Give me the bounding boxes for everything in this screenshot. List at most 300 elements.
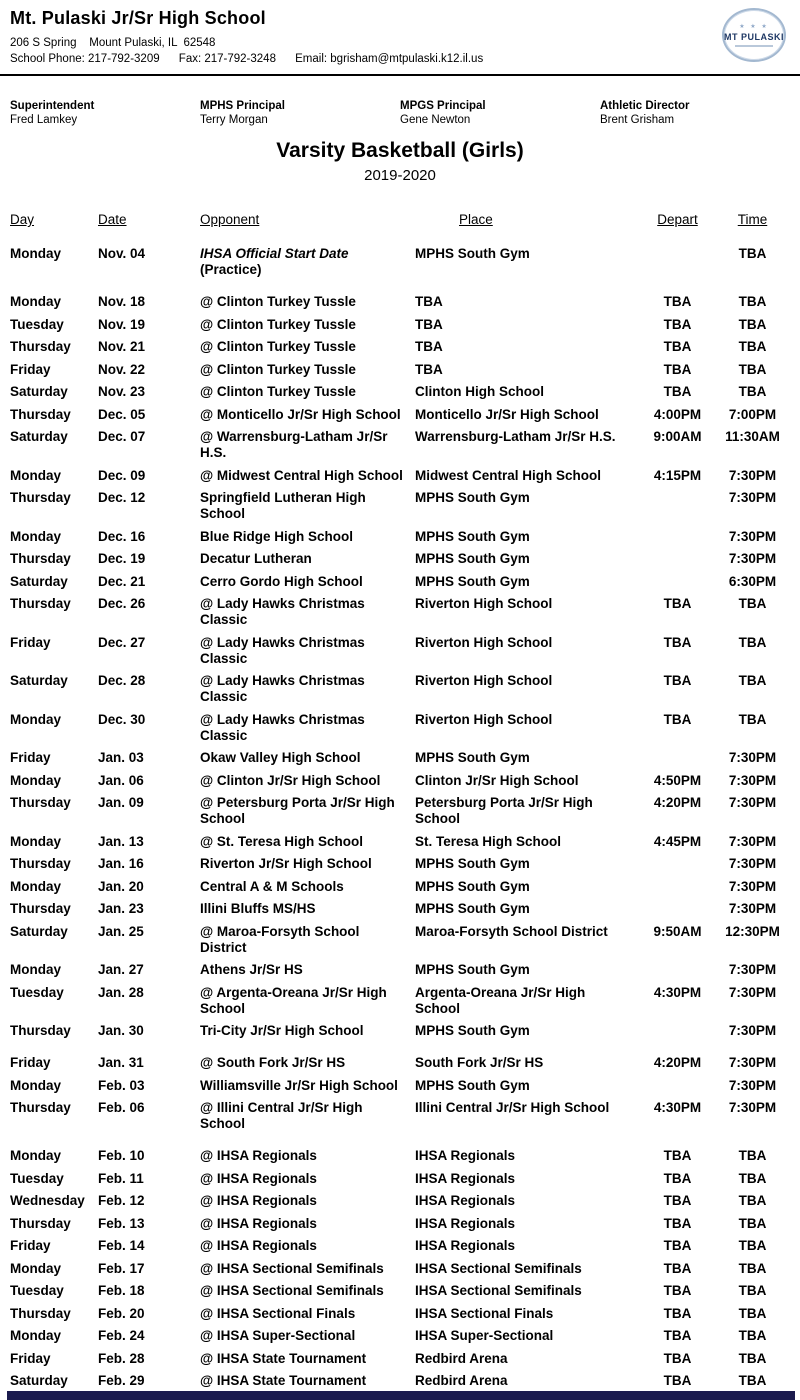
cell-opponent-main: @ Clinton Jr/Sr High School: [200, 772, 381, 788]
cell-opponent-main: @ Monticello Jr/Sr High School: [200, 406, 401, 422]
cell-place: Argenta-Oreana Jr/Sr High School: [415, 984, 586, 1016]
cell-time: TBA: [738, 246, 767, 261]
cell-date: Feb. 20: [98, 1305, 145, 1321]
cell-opponent: [200, 246, 415, 278]
cell-depart: TBA: [663, 1238, 692, 1253]
table-row: [10, 317, 790, 333]
cell-day: Thursday: [10, 1023, 71, 1038]
cell-time: 7:30PM: [728, 878, 777, 894]
table-row: [10, 1238, 790, 1254]
cell-day: Monday: [10, 1260, 62, 1276]
cell-opponent: [200, 985, 415, 1017]
cell-date: Jan. 03: [98, 750, 144, 765]
cell-place: MPHS South Gym: [415, 1023, 530, 1038]
cell-time: TBA: [738, 711, 767, 727]
cell-opponent-main: @ Lady Hawks Christmas Classic: [200, 596, 365, 627]
cell-depart: TBA: [663, 1328, 692, 1343]
school-logo: [722, 8, 786, 62]
cell-opponent-main: @ Illini Central Jr/Sr High School: [200, 1100, 363, 1131]
cell-depart: TBA: [663, 1193, 692, 1208]
cell-depart: 4:30PM: [653, 984, 702, 1000]
cell-place: IHSA Regionals: [415, 1238, 516, 1253]
cell-place: IHSA Regionals: [415, 1193, 516, 1208]
table-row: [10, 1055, 790, 1071]
cell-opponent: [200, 339, 415, 355]
cell-day: Monday: [10, 467, 62, 483]
school-name: Mt. Pulaski Jr/Sr High School: [10, 8, 266, 28]
cell-opponent-main: Athens Jr/Sr HS: [200, 962, 303, 977]
cell-opponent-main: @ Petersburg Porta Jr/Sr High School: [200, 795, 395, 826]
cell-time: 7:30PM: [728, 901, 777, 916]
cell-opponent-main: @ IHSA Regionals: [200, 1238, 317, 1253]
table-row: [10, 294, 790, 310]
cell-date: Dec. 05: [98, 406, 146, 422]
cell-opponent: [200, 1023, 415, 1039]
table-row: [10, 1261, 790, 1277]
cell-place: South Fork Jr/Sr HS: [415, 1055, 544, 1070]
cell-date: Feb. 11: [98, 1170, 144, 1186]
cell-date: Feb. 29: [98, 1373, 145, 1388]
cell-depart: TBA: [663, 1305, 692, 1321]
column-header-time: Time: [737, 212, 768, 227]
cell-depart: TBA: [663, 673, 692, 688]
cell-opponent-main: Williamsville Jr/Sr High School: [200, 1077, 398, 1093]
table-row: [10, 362, 790, 378]
table-row: [10, 490, 790, 522]
cell-place: MPHS South Gym: [415, 962, 530, 977]
cell-opponent: [200, 1261, 415, 1277]
cell-place: MPHS South Gym: [415, 901, 530, 916]
staff-name: Fred Lamkey: [10, 114, 78, 126]
cell-date: Nov. 18: [98, 294, 146, 309]
cell-depart: 4:50PM: [653, 772, 702, 788]
cell-depart: TBA: [663, 1283, 692, 1298]
column-header-depart: Depart: [657, 212, 698, 227]
table-row: [10, 985, 790, 1017]
cell-opponent: [200, 673, 415, 705]
cell-date: Jan. 30: [98, 1023, 144, 1038]
cell-opponent: [200, 1216, 415, 1232]
cell-day: Tuesday: [10, 984, 64, 1000]
cell-opponent: [200, 596, 415, 628]
table-header-row: [10, 212, 790, 227]
cell-day: Monday: [10, 1077, 62, 1093]
cell-depart: 9:50AM: [653, 923, 702, 939]
cell-day: Saturday: [10, 1373, 68, 1388]
staff-title: Athletic Director: [600, 100, 690, 112]
cell-opponent-main: @ Clinton Turkey Tussle: [200, 294, 356, 309]
cell-place: Riverton High School: [415, 711, 553, 727]
cell-opponent: [200, 1283, 415, 1299]
cell-depart: TBA: [663, 634, 692, 650]
cell-opponent: [200, 490, 415, 522]
cell-depart: TBA: [663, 1148, 692, 1163]
cell-place: IHSA Regionals: [415, 1215, 516, 1231]
cell-day: Friday: [10, 1350, 51, 1366]
staff-athletic-director: [600, 100, 790, 126]
cell-opponent: [200, 1306, 415, 1322]
cell-time: 6:30PM: [728, 573, 777, 589]
cell-day: Saturday: [10, 573, 68, 589]
cell-time: TBA: [738, 384, 767, 399]
cell-time: TBA: [738, 673, 767, 688]
cell-day: Monday: [10, 833, 62, 849]
cell-place: MPHS South Gym: [415, 528, 530, 544]
table-row: [10, 1283, 790, 1299]
cell-date: Dec. 19: [98, 551, 146, 566]
cell-date: Feb. 10: [98, 1148, 145, 1163]
cell-opponent: [200, 962, 415, 978]
table-row: [10, 773, 790, 789]
cell-place: IHSA Regionals: [415, 1148, 516, 1163]
cell-date: Nov. 21: [98, 339, 146, 354]
column-header-date: Date: [98, 212, 127, 227]
cell-day: Thursday: [10, 1215, 71, 1231]
cell-time: 7:30PM: [728, 1055, 777, 1070]
cell-opponent: [200, 1193, 415, 1209]
cell-place: IHSA Regionals: [415, 1170, 516, 1186]
cell-depart: TBA: [663, 339, 692, 354]
cell-day: Saturday: [10, 384, 68, 399]
cell-date: Jan. 13: [98, 833, 144, 849]
cell-time: TBA: [738, 361, 767, 377]
cell-date: Jan. 06: [98, 772, 144, 788]
cell-date: Nov. 19: [98, 316, 146, 332]
cell-place: Redbird Arena: [415, 1350, 508, 1366]
table-row: [10, 1078, 790, 1094]
cell-time: 7:30PM: [728, 750, 777, 765]
cell-depart: TBA: [663, 711, 692, 727]
table-row: [10, 1193, 790, 1209]
cell-day: Thursday: [10, 1100, 71, 1115]
cell-day: Monday: [10, 962, 62, 977]
cell-date: Jan. 16: [98, 856, 144, 871]
cell-time: 7:30PM: [728, 984, 777, 1000]
cell-opponent: [200, 429, 415, 461]
cell-day: Thursday: [10, 596, 71, 611]
cell-date: Feb. 13: [98, 1215, 145, 1231]
cell-opponent: [200, 856, 415, 872]
cell-opponent: [200, 773, 415, 789]
cell-opponent-main: @ IHSA State Tournament: [200, 1373, 367, 1388]
cell-time: 12:30PM: [725, 923, 780, 939]
column-header-day: Day: [10, 212, 35, 227]
cell-place: Riverton High School: [415, 596, 553, 611]
table-row: [10, 635, 790, 667]
cell-opponent-main: @ IHSA Regionals: [200, 1148, 317, 1163]
table-row: [10, 1216, 790, 1232]
cell-time: TBA: [738, 1260, 767, 1276]
cell-opponent-main: @ IHSA Sectional Semifinals: [200, 1260, 384, 1276]
cell-opponent-main: IHSA Official Start Date: [200, 246, 349, 261]
table-row: [10, 901, 790, 917]
cell-time: 7:30PM: [728, 1077, 777, 1093]
cell-opponent: [200, 635, 415, 667]
cell-date: Feb. 12: [98, 1193, 145, 1208]
cell-opponent-main: Tri-City Jr/Sr High School: [200, 1023, 364, 1038]
cell-opponent-main: @ Lady Hawks Christmas Classic: [200, 711, 365, 743]
season-subtitle: 2019-2020: [364, 167, 436, 184]
cell-opponent: [200, 468, 415, 484]
cell-opponent: [200, 551, 415, 567]
staff-title: Superintendent: [10, 100, 95, 112]
table-row: [10, 962, 790, 978]
table-row: [10, 924, 790, 956]
cell-day: Wednesday: [10, 1193, 85, 1208]
cell-day: Friday: [10, 361, 51, 377]
cell-opponent-main: Decatur Lutheran: [200, 551, 312, 566]
table-row: [10, 1148, 790, 1164]
cell-place: MPHS South Gym: [415, 573, 530, 589]
cell-opponent-main: @ Warrensburg-Latham Jr/Sr H.S.: [200, 429, 388, 460]
school-address: 206 S Spring Mount Pulaski, IL 62548: [10, 37, 216, 49]
cell-opponent-main: Riverton Jr/Sr High School: [200, 856, 372, 871]
cell-time: TBA: [738, 1328, 767, 1343]
cell-date: Jan. 23: [98, 901, 144, 916]
cell-opponent-note: (Practice): [200, 262, 262, 277]
cell-date: Feb. 06: [98, 1100, 145, 1115]
table-row: [10, 1328, 790, 1344]
cell-opponent: [200, 1055, 415, 1071]
logo-stars-icon: ★ ★ ★: [739, 23, 769, 30]
cell-place: IHSA Sectional Finals: [415, 1305, 554, 1321]
cell-day: Friday: [10, 1238, 51, 1253]
cell-date: Jan. 25: [98, 923, 144, 939]
cell-day: Friday: [10, 750, 51, 765]
cell-time: TBA: [738, 596, 767, 611]
cell-day: Monday: [10, 528, 62, 544]
cell-time: 7:30PM: [728, 772, 777, 788]
table-row: [10, 1373, 790, 1389]
cell-day: Thursday: [10, 551, 71, 566]
cell-opponent: [200, 795, 415, 827]
table-row: [10, 879, 790, 895]
cell-day: Tuesday: [10, 316, 64, 332]
cell-date: Feb. 17: [98, 1260, 145, 1276]
cell-day: Monday: [10, 294, 62, 309]
cell-date: Dec. 16: [98, 528, 146, 544]
cell-depart: TBA: [663, 1350, 692, 1366]
table-row: [10, 407, 790, 423]
cell-place: IHSA Sectional Semifinals: [415, 1283, 582, 1298]
table-row: [10, 1023, 790, 1039]
cell-depart: TBA: [663, 596, 692, 611]
cell-opponent: [200, 924, 415, 956]
cell-time: 7:30PM: [728, 490, 777, 505]
staff-name: Brent Grisham: [600, 114, 675, 126]
table-row: [10, 1171, 790, 1187]
cell-place: TBA: [415, 294, 443, 309]
cell-depart: TBA: [663, 1260, 692, 1276]
cell-day: Friday: [10, 634, 51, 650]
cell-opponent: [200, 1328, 415, 1344]
cell-date: Jan. 20: [98, 878, 144, 894]
cell-day: Thursday: [10, 901, 71, 916]
cell-depart: TBA: [663, 1373, 692, 1388]
cell-depart: 9:00AM: [653, 429, 702, 444]
table-row: [10, 673, 790, 705]
cell-depart: TBA: [663, 294, 692, 309]
cell-time: 7:30PM: [728, 856, 777, 871]
cell-date: Dec. 12: [98, 490, 146, 505]
logo-text: MT PULASKI: [724, 31, 784, 42]
cell-opponent: [200, 294, 415, 310]
cell-time: 7:30PM: [728, 795, 777, 810]
cell-opponent: [200, 1148, 415, 1164]
cell-opponent: [200, 750, 415, 766]
cell-opponent: [200, 407, 415, 423]
page-title: Varsity Basketball (Girls): [276, 139, 524, 162]
cell-opponent-main: @ Lady Hawks Christmas Classic: [200, 673, 365, 704]
cell-opponent-main: @ Clinton Turkey Tussle: [200, 361, 356, 377]
table-row: [10, 856, 790, 872]
table-row: [10, 246, 790, 278]
cell-place: MPHS South Gym: [415, 856, 530, 871]
cell-time: 11:30AM: [725, 429, 780, 444]
cell-time: 7:30PM: [728, 1100, 777, 1115]
cell-time: TBA: [738, 1283, 767, 1298]
cell-day: Monday: [10, 878, 62, 894]
cell-day: Monday: [10, 1148, 62, 1163]
cell-opponent: [200, 1373, 415, 1389]
cell-opponent: [200, 834, 415, 850]
schedule-body: [10, 246, 790, 1389]
cell-place: IHSA Super-Sectional: [415, 1328, 554, 1343]
cell-place: Clinton Jr/Sr High School: [415, 772, 579, 788]
cell-time: 7:30PM: [728, 528, 777, 544]
cell-opponent-main: @ IHSA Sectional Semifinals: [200, 1283, 384, 1298]
table-row: [10, 1306, 790, 1322]
cell-depart: 4:00PM: [653, 406, 702, 422]
cell-opponent: [200, 1100, 415, 1132]
cell-date: Nov. 22: [98, 361, 146, 377]
cell-opponent: [200, 901, 415, 917]
cell-opponent-main: @ IHSA Super-Sectional: [200, 1328, 356, 1343]
cell-time: TBA: [738, 1148, 767, 1163]
cell-day: Saturday: [10, 673, 68, 688]
cell-time: TBA: [738, 339, 767, 354]
cell-depart: 4:30PM: [653, 1100, 702, 1115]
school-contact-line: School Phone: 217-792-3209 Fax: 217-792-3248 Email: bgrisham@mtpulaski.k12.il.us: [10, 53, 484, 65]
cell-time: 7:30PM: [728, 962, 777, 977]
cell-day: Monday: [10, 246, 62, 261]
cell-place: Clinton High School: [415, 384, 544, 399]
cell-day: Monday: [10, 711, 62, 727]
cell-opponent: [200, 712, 415, 744]
cell-place: Illini Central Jr/Sr High School: [415, 1100, 610, 1115]
cell-depart: TBA: [663, 384, 692, 399]
cell-date: Feb. 28: [98, 1350, 145, 1366]
cell-place: MPHS South Gym: [415, 878, 530, 894]
staff-mpgs-principal: [400, 100, 600, 126]
staff-superintendent: [10, 100, 200, 126]
table-row: [10, 529, 790, 545]
cell-date: Dec. 30: [98, 711, 146, 727]
table-row: [10, 1351, 790, 1367]
cell-place: Warrensburg-Latham Jr/Sr H.S.: [415, 429, 616, 444]
table-row: [10, 468, 790, 484]
cell-opponent-main: @ Clinton Turkey Tussle: [200, 384, 356, 399]
cell-day: Monday: [10, 772, 62, 788]
staff-name: Terry Morgan: [200, 114, 268, 126]
cell-opponent-main: @ IHSA Regionals: [200, 1170, 317, 1186]
cell-place: Redbird Arena: [415, 1373, 508, 1388]
cell-date: Dec. 26: [98, 596, 146, 611]
cell-place: Midwest Central High School: [415, 467, 602, 483]
cell-date: Jan. 27: [98, 962, 144, 977]
cell-day: Monday: [10, 1328, 62, 1343]
cell-time: 7:00PM: [728, 406, 777, 422]
cell-opponent: [200, 529, 415, 545]
table-row: [10, 596, 790, 628]
cell-depart: TBA: [663, 361, 692, 377]
cell-date: Dec. 27: [98, 634, 146, 650]
cell-time: TBA: [738, 1305, 767, 1321]
cell-opponent-main: @ IHSA Regionals: [200, 1215, 317, 1231]
table-row: [10, 1100, 790, 1132]
cell-date: Nov. 23: [98, 384, 146, 399]
cell-opponent-main: Cerro Gordo High School: [200, 573, 363, 589]
cell-depart: TBA: [663, 1215, 692, 1231]
cell-opponent-main: Central A & M Schools: [200, 878, 344, 894]
cell-day: Tuesday: [10, 1170, 64, 1186]
cell-place: MPHS South Gym: [415, 1077, 530, 1093]
cell-opponent-main: @ IHSA Sectional Finals: [200, 1305, 356, 1321]
table-row: [10, 574, 790, 590]
cell-date: Nov. 04: [98, 246, 146, 261]
cell-place: MPHS South Gym: [415, 490, 530, 505]
staff-section: [10, 100, 790, 126]
cell-date: Dec. 09: [98, 467, 146, 483]
cell-place: St. Teresa High School: [415, 833, 562, 849]
staff-mphs-principal: [200, 100, 400, 126]
cell-place: Riverton High School: [415, 673, 553, 688]
column-header-opponent: Opponent: [200, 212, 260, 227]
cell-opponent: [200, 1171, 415, 1187]
cell-opponent-main: @ Lady Hawks Christmas Classic: [200, 634, 365, 666]
column-header-place: Place: [459, 212, 493, 227]
cell-place: Maroa-Forsyth School District: [415, 923, 608, 939]
cell-day: Thursday: [10, 856, 71, 871]
logo-subtext-line: [735, 45, 773, 47]
cell-date: Dec. 21: [98, 573, 146, 589]
cell-opponent: [200, 384, 415, 400]
cell-opponent-main: @ Argenta-Oreana Jr/Sr High School: [200, 984, 387, 1016]
cell-depart: TBA: [663, 316, 692, 332]
cell-opponent-main: @ South Fork Jr/Sr HS: [200, 1055, 346, 1070]
cell-time: TBA: [738, 1373, 767, 1388]
cell-time: 7:30PM: [728, 551, 777, 566]
staff-name: Gene Newton: [400, 114, 471, 126]
cell-date: Dec. 07: [98, 429, 146, 444]
cell-opponent: [200, 1351, 415, 1367]
cell-opponent-main: @ Midwest Central High School: [200, 467, 403, 483]
staff-title: MPGS Principal: [400, 100, 486, 112]
cell-time: TBA: [738, 1170, 767, 1186]
cell-day: Thursday: [10, 795, 71, 810]
header-divider: [0, 74, 800, 76]
cell-depart: 4:15PM: [653, 467, 702, 483]
cell-time: TBA: [738, 294, 767, 309]
cell-date: Feb. 24: [98, 1328, 145, 1343]
cell-opponent: [200, 362, 415, 378]
cell-place: MPHS South Gym: [415, 551, 530, 566]
cell-place: TBA: [415, 339, 443, 354]
cell-time: TBA: [738, 1193, 767, 1208]
table-row: [10, 429, 790, 461]
cell-time: TBA: [738, 1238, 767, 1253]
cell-opponent: [200, 317, 415, 333]
